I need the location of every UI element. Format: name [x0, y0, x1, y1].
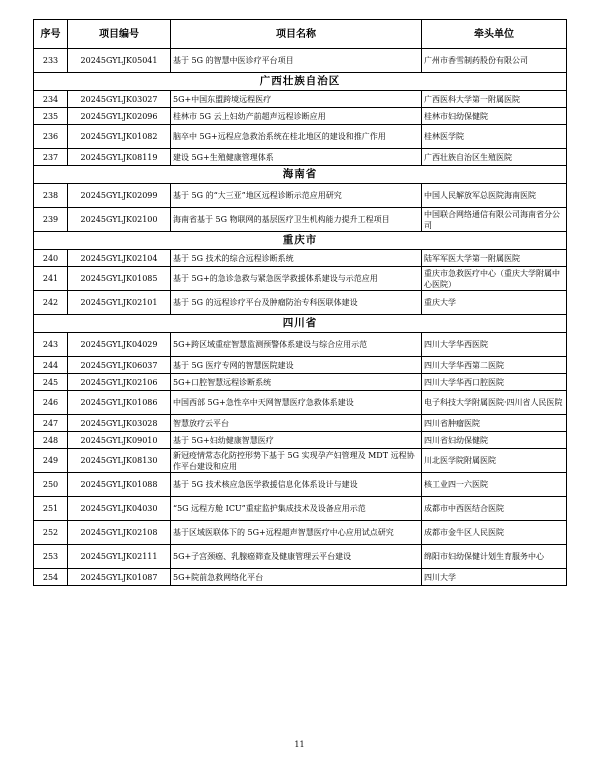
- row-index: 244: [34, 357, 68, 374]
- row-project-name: 基于 5G 的远程诊疗平台及肿瘤防治专科医联体建设: [171, 291, 422, 315]
- row-project-name: 基于 5G 技术的综合远程诊断系统: [171, 250, 422, 267]
- row-project-code: 20245GYLJK03027: [68, 91, 171, 108]
- row-project-code: 20245GYLJK09010: [68, 432, 171, 449]
- table-row: [34, 473, 567, 497]
- row-project-name: 基于区域医联体下的 5G+远程超声智慧医疗中心应用试点研究: [171, 521, 422, 545]
- row-lead-unit: 桂林市妇幼保健院: [422, 108, 567, 125]
- row-lead-unit: 四川省妇幼保健院: [422, 432, 567, 449]
- document-page: [33, 19, 566, 586]
- row-project-code: 20245GYLJK02111: [68, 545, 171, 569]
- row-project-code: 20245GYLJK02100: [68, 208, 171, 232]
- table-row: [34, 415, 567, 432]
- region-label: 四川省: [34, 315, 567, 333]
- row-project-name: 5G+子宫颈癌、乳腺癌筛查及健康管理云平台建设: [171, 545, 422, 569]
- row-project-code: 20245GYLJK04030: [68, 497, 171, 521]
- row-project-code: 20245GYLJK08130: [68, 449, 171, 473]
- header-project-code: 项目编号: [68, 20, 171, 49]
- table-row: [34, 250, 567, 267]
- row-project-name: 5G+跨区域重症智慧监测预警体系建设与综合应用示范: [171, 333, 422, 357]
- row-project-code: 20245GYLJK03028: [68, 415, 171, 432]
- row-project-code: 20245GYLJK02101: [68, 291, 171, 315]
- row-project-name: 基于 5G+的急诊急救与紧急医学救援体系建设与示范应用: [171, 267, 422, 291]
- row-lead-unit: 川北医学院附属医院: [422, 449, 567, 473]
- row-project-name: 基于 5G 医疗专网的智慧医院建设: [171, 357, 422, 374]
- row-project-name: 基于 5G+妇幼健康智慧医疗: [171, 432, 422, 449]
- row-index: 238: [34, 184, 68, 208]
- row-project-code: 20245GYLJK01082: [68, 125, 171, 149]
- row-project-name: 海南省基于 5G 物联网的基层医疗卫生机构能力提升工程项目: [171, 208, 422, 232]
- row-index: 239: [34, 208, 68, 232]
- row-index: 233: [34, 49, 68, 73]
- table-row: [34, 49, 567, 73]
- table-row: [34, 357, 567, 374]
- row-index: 236: [34, 125, 68, 149]
- row-project-name: 5G+口腔智慧远程诊断系统: [171, 374, 422, 391]
- row-lead-unit: 四川大学: [422, 569, 567, 586]
- row-project-code: 20245GYLJK01085: [68, 267, 171, 291]
- row-lead-unit: 重庆大学: [422, 291, 567, 315]
- row-lead-unit: 四川大学华西口腔医院: [422, 374, 567, 391]
- row-index: 249: [34, 449, 68, 473]
- table-header-row: [34, 20, 567, 49]
- row-project-name: 中国西部 5G+急性卒中天网智慧医疗急救体系建设: [171, 391, 422, 415]
- row-project-name: 桂林市 5G 云上妇幼产前超声远程诊断应用: [171, 108, 422, 125]
- row-lead-unit: 广西壮族自治区生殖医院: [422, 149, 567, 166]
- region-header-row: [34, 315, 567, 333]
- row-project-code: 20245GYLJK06037: [68, 357, 171, 374]
- row-lead-unit: 绵阳市妇幼保健计划生育服务中心: [422, 545, 567, 569]
- row-lead-unit: 广西医科大学第一附属医院: [422, 91, 567, 108]
- table-row: [34, 374, 567, 391]
- row-project-name: 脑卒中 5G+远程应急救治系统在桂北地区的建设和推广作用: [171, 125, 422, 149]
- row-project-name: 新冠疫情常态化防控形势下基于 5G 实现孕产妇管理及 MDT 远程协作平台建设和应用: [171, 449, 422, 473]
- row-project-name: 5G+中国东盟跨境远程医疗: [171, 91, 422, 108]
- row-index: 237: [34, 149, 68, 166]
- row-lead-unit: 四川大学华西医院: [422, 333, 567, 357]
- row-project-code: 20245GYLJK04029: [68, 333, 171, 357]
- table-row: [34, 545, 567, 569]
- row-index: 253: [34, 545, 68, 569]
- row-index: 251: [34, 497, 68, 521]
- row-lead-unit: 核工业四一六医院: [422, 473, 567, 497]
- row-lead-unit: 陆军军医大学第一附属医院: [422, 250, 567, 267]
- region-header-row: [34, 166, 567, 184]
- row-project-code: 20245GYLJK02108: [68, 521, 171, 545]
- row-project-name: 智慧放疗云平台: [171, 415, 422, 432]
- row-index: 241: [34, 267, 68, 291]
- table-row: [34, 149, 567, 166]
- table-row: [34, 569, 567, 586]
- row-project-name: 5G+院前急救网络化平台: [171, 569, 422, 586]
- row-index: 245: [34, 374, 68, 391]
- row-project-name: “5G 远程方舱 ICU”重症监护集成技术及设备应用示范: [171, 497, 422, 521]
- row-project-code: 20245GYLJK08119: [68, 149, 171, 166]
- table-row: [34, 391, 567, 415]
- row-lead-unit: 重庆市急救医疗中心（重庆大学附属中心医院）: [422, 267, 567, 291]
- row-lead-unit: 中国人民解放军总医院海南医院: [422, 184, 567, 208]
- row-project-code: 20245GYLJK02099: [68, 184, 171, 208]
- row-project-code: 20245GYLJK02106: [68, 374, 171, 391]
- table-row: [34, 521, 567, 545]
- row-project-code: 20245GYLJK01087: [68, 569, 171, 586]
- table-row: [34, 108, 567, 125]
- row-lead-unit: 广州市香雪制药股份有限公司: [422, 49, 567, 73]
- row-index: 234: [34, 91, 68, 108]
- row-project-name: 基于 5G 的“大三亚”地区远程诊断示范应用研究: [171, 184, 422, 208]
- region-label: 重庆市: [34, 232, 567, 250]
- row-project-name: 建设 5G+生殖健康管理体系: [171, 149, 422, 166]
- row-index: 250: [34, 473, 68, 497]
- region-header-row: [34, 232, 567, 250]
- row-lead-unit: 成都市金牛区人民医院: [422, 521, 567, 545]
- table-row: [34, 432, 567, 449]
- project-table: [33, 19, 567, 586]
- row-project-code: 20245GYLJK01086: [68, 391, 171, 415]
- row-index: 240: [34, 250, 68, 267]
- table-row: [34, 267, 567, 291]
- row-project-code: 20245GYLJK02104: [68, 250, 171, 267]
- page-number: 11: [294, 740, 305, 749]
- row-project-name: 基于 5G 技术核应急医学救援信息化体系设计与建设: [171, 473, 422, 497]
- row-project-name: 基于 5G 的智慧中医诊疗平台项目: [171, 49, 422, 73]
- header-index: 序号: [34, 20, 68, 49]
- row-lead-unit: 四川大学华西第二医院: [422, 357, 567, 374]
- row-lead-unit: 中国联合网络通信有限公司海南省分公司: [422, 208, 567, 232]
- table-body: [34, 49, 567, 586]
- table-row: [34, 291, 567, 315]
- row-lead-unit: 成都市中西医结合医院: [422, 497, 567, 521]
- row-lead-unit: 桂林医学院: [422, 125, 567, 149]
- table-row: [34, 208, 567, 232]
- region-label: 广西壮族自治区: [34, 73, 567, 91]
- row-index: 248: [34, 432, 68, 449]
- region-header-row: [34, 73, 567, 91]
- row-index: 247: [34, 415, 68, 432]
- table-row: [34, 125, 567, 149]
- row-index: 252: [34, 521, 68, 545]
- table-row: [34, 497, 567, 521]
- row-project-code: 20245GYLJK01088: [68, 473, 171, 497]
- row-lead-unit: 四川省肿瘤医院: [422, 415, 567, 432]
- row-project-code: 20245GYLJK02096: [68, 108, 171, 125]
- row-project-code: 20245GYLJK05041: [68, 49, 171, 73]
- row-lead-unit: 电子科技大学附属医院·四川省人民医院: [422, 391, 567, 415]
- table-row: [34, 184, 567, 208]
- table-row: [34, 91, 567, 108]
- header-lead-unit: 牵头单位: [422, 20, 567, 49]
- table-row: [34, 449, 567, 473]
- row-index: 246: [34, 391, 68, 415]
- row-index: 243: [34, 333, 68, 357]
- row-index: 242: [34, 291, 68, 315]
- row-index: 254: [34, 569, 68, 586]
- region-label: 海南省: [34, 166, 567, 184]
- row-index: 235: [34, 108, 68, 125]
- table-row: [34, 333, 567, 357]
- header-project-name: 项目名称: [171, 20, 422, 49]
